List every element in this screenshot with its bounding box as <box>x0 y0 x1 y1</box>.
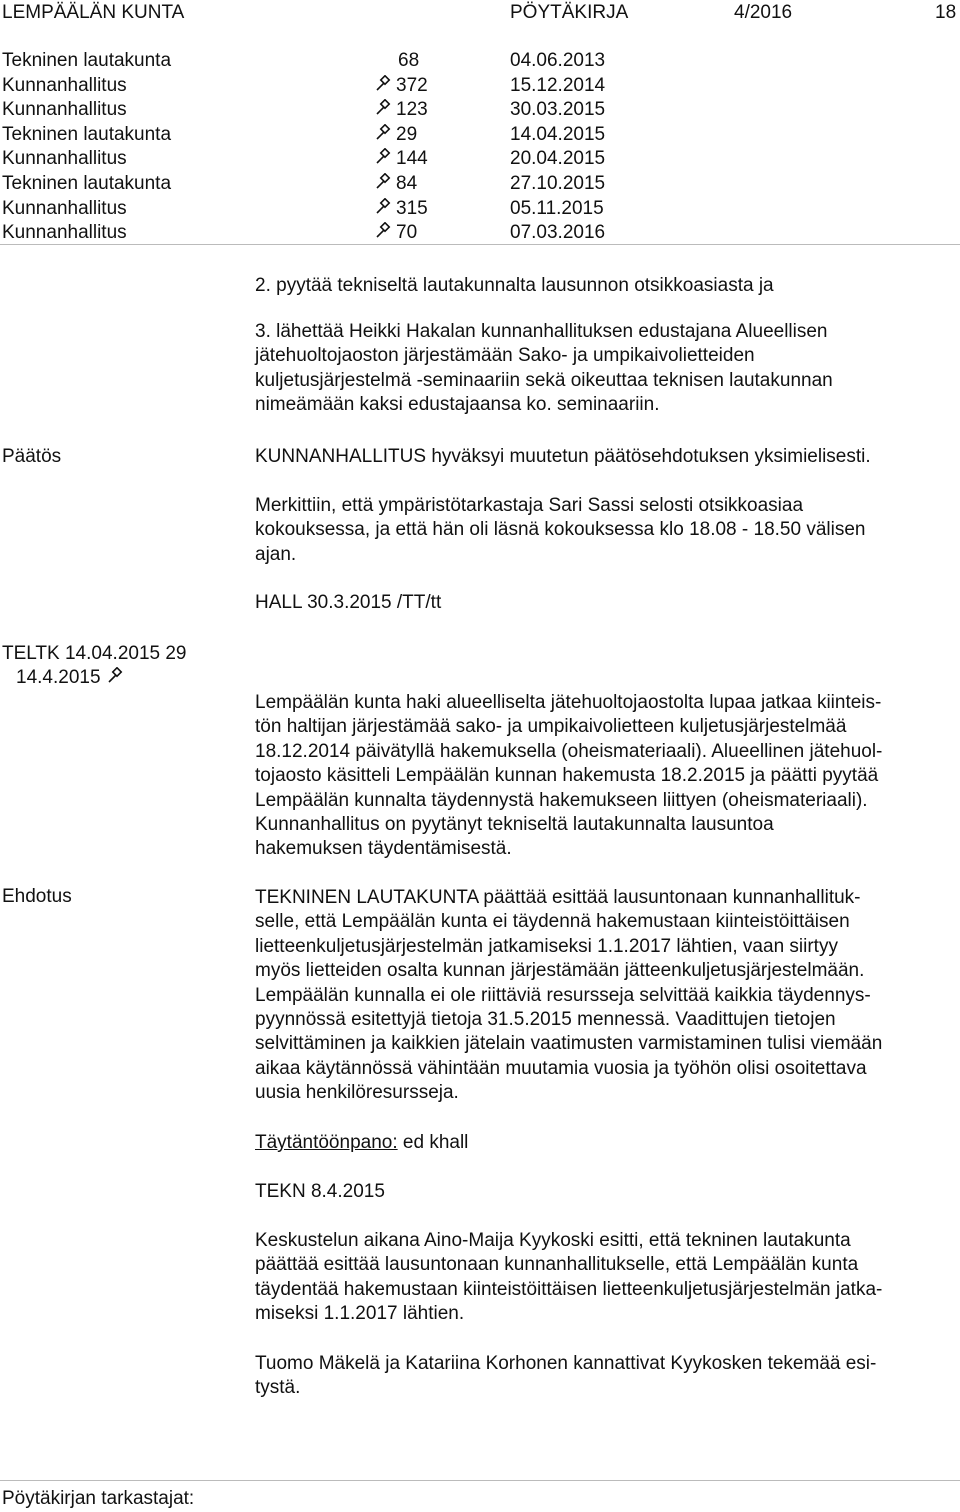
history-row-number: 123 <box>398 99 428 121</box>
history-row-body: Tekninen lautakunta <box>2 50 172 71</box>
gavel-icon <box>374 148 392 166</box>
history-row-date: 20.04.2015 <box>510 148 606 170</box>
decision-note: Merkittiin, että ympäristötarkastaja Sari Sassi selosti otsikkoasiaa kokouksessa, ja että hän oli läsnä kokouksessa klo 18.08 - 18.50 välisen ajan. <box>255 495 866 565</box>
proposal-label: Ehdotus <box>2 886 72 907</box>
discussion-text: Keskustelun aikana Aino-Maija Kyykoski esitti, että tekninen lautakunta päättää esittää lausuntonaan kunnanhallitukselle, että Lempäälän kunta täydentää hakemustaan kiinteistöittäisen lietteenkuljetusjärjestelmän jatka- miseksi 1.1.2017 lähtien. <box>255 1230 883 1325</box>
history-row-body: Kunnanhallitus <box>2 74 127 96</box>
gavel-icon <box>374 75 392 93</box>
gavel-icon <box>374 198 392 216</box>
history-row-date: 15.12.2014 <box>510 74 606 96</box>
history-row-date: 14.04.2015 <box>510 123 606 145</box>
support-text: Tuomo Mäkelä ja Katariina Korhonen kannattivat Kyykosken tekemää esi- tystä. <box>255 1353 877 1399</box>
gavel-icon <box>374 124 392 142</box>
history-row-number: 84 <box>398 173 417 195</box>
proposal-item-3: 3. lähettää Heikki Hakalan kunnanhallituksen edustajana Alueellisen jätehuoltojaoston järjestämään Sako- ja umpikaivolietteiden kuljetusjärjestelmä -seminaariin sekä oikeuttaa teknisen lautakunnan nimeämään kaksi edustajaansa ko. seminaariin. <box>255 321 833 416</box>
page-number: 18 <box>935 2 957 23</box>
divider <box>0 244 960 245</box>
history-row-number: 68 <box>398 50 420 71</box>
execution-label: Täytäntöönpano: <box>255 1132 398 1153</box>
background-text: Lempäälän kunta haki alueelliselta jätehuoltojaostolta lupaa jatkaa kiinteis- tön haltijan järjestämää sako- ja umpikaivolietteen kuljetusjärjestelmää 18.12.2014 päivätyllä hakemuksella (oheismateriaali). Alueellinen jätehuol- tojaosto käsitteli Lempäälän kunnan hakemusta 18.2.2015 ja päätti pyytää Lempäälän kunnalta täydennystä hakemukseen liittyen (oheismateriaali). Kunnanhallitus on pyytänyt tekniseltä lautakunnalta lausuntoa hakemuksen täydentämisestä. <box>255 692 883 860</box>
document-type: PÖYTÄKIRJA <box>510 2 629 23</box>
history-row-body: Kunnanhallitus <box>2 197 127 219</box>
history-row-body: Tekninen lautakunta <box>2 173 172 194</box>
gavel-icon <box>374 99 392 117</box>
issue-number: 4/2016 <box>734 2 793 23</box>
history-row-number: 144 <box>398 148 428 170</box>
meeting-reference-line1: TELTK 14.04.2015 29 <box>2 643 187 664</box>
gavel-icon <box>106 667 124 685</box>
history-row-date: 04.06.2013 <box>510 50 606 71</box>
decision-text: KUNNANHALLITUS hyväksyi muutetun päätösehdotuksen yksimielisesti. <box>255 446 871 467</box>
proposal-item-2: 2. pyytää tekniseltä lautakunnalta lausunnon otsikkoasiasta ja <box>255 275 774 296</box>
meeting-reference-line2: 14.4.2015 <box>16 667 128 689</box>
history-row-number: 70 <box>398 222 417 244</box>
minutes-checkers-label: Pöytäkirjan tarkastajat: <box>2 1488 195 1509</box>
history-row-date: 30.03.2015 <box>510 99 606 121</box>
decision-label: Päätös <box>2 446 62 467</box>
decision-signature: HALL 30.3.2015 /TT/tt <box>255 592 442 613</box>
municipality-name: LEMPÄÄLÄN KUNTA <box>2 2 185 23</box>
footer-divider <box>0 1480 960 1481</box>
history-row-date: 05.11.2015 <box>510 197 604 219</box>
history-row-body: Tekninen lautakunta <box>2 123 172 145</box>
history-row-body: Kunnanhallitus <box>2 148 127 170</box>
proposal-text: TEKNINEN LAUTAKUNTA päättää esittää lausuntonaan kunnanhallituk- selle, että Lempäälän kunta ei täydennä hakemustaan kiinteistöittäisen lietteenkuljetusjärjestelmän jatkamiseksi 1.1.2017 lähtien, vaan siirtyy myös lietteiden osalta kunnan järjestämään jätteenkuljetusjärjestelmään. Lempäälän kunnalla ei ole riittäviä resursseja selvittää kaikkia täydennys- pyynnössä esitettyjä tietoja 31.5.2015 mennessä. Vaadittujen tietojen selvittäminen ja kaikkien jätelain vaatimusten varmistaminen tulisi viemään aikaa käytännössä vähintään muutamia vuosia ja työhön olisi osoitettava uusia henkilöresursseja. <box>255 887 883 1104</box>
history-row-number: 29 <box>398 124 417 146</box>
gavel-icon <box>374 222 392 240</box>
history-row-date: 27.10.2015 <box>510 173 606 194</box>
history-row-number: 315 <box>398 198 428 220</box>
history-row-date: 07.03.2016 <box>510 222 606 244</box>
history-row-body: Kunnanhallitus <box>2 222 127 244</box>
execution-line <box>255 1132 468 1154</box>
history-row-body: Kunnanhallitus <box>2 99 127 121</box>
history-row-number: 372 <box>398 75 428 97</box>
tekn-date: TEKN 8.4.2015 <box>255 1181 385 1202</box>
execution-value: ed khall <box>397 1132 469 1153</box>
gavel-icon <box>374 173 392 191</box>
